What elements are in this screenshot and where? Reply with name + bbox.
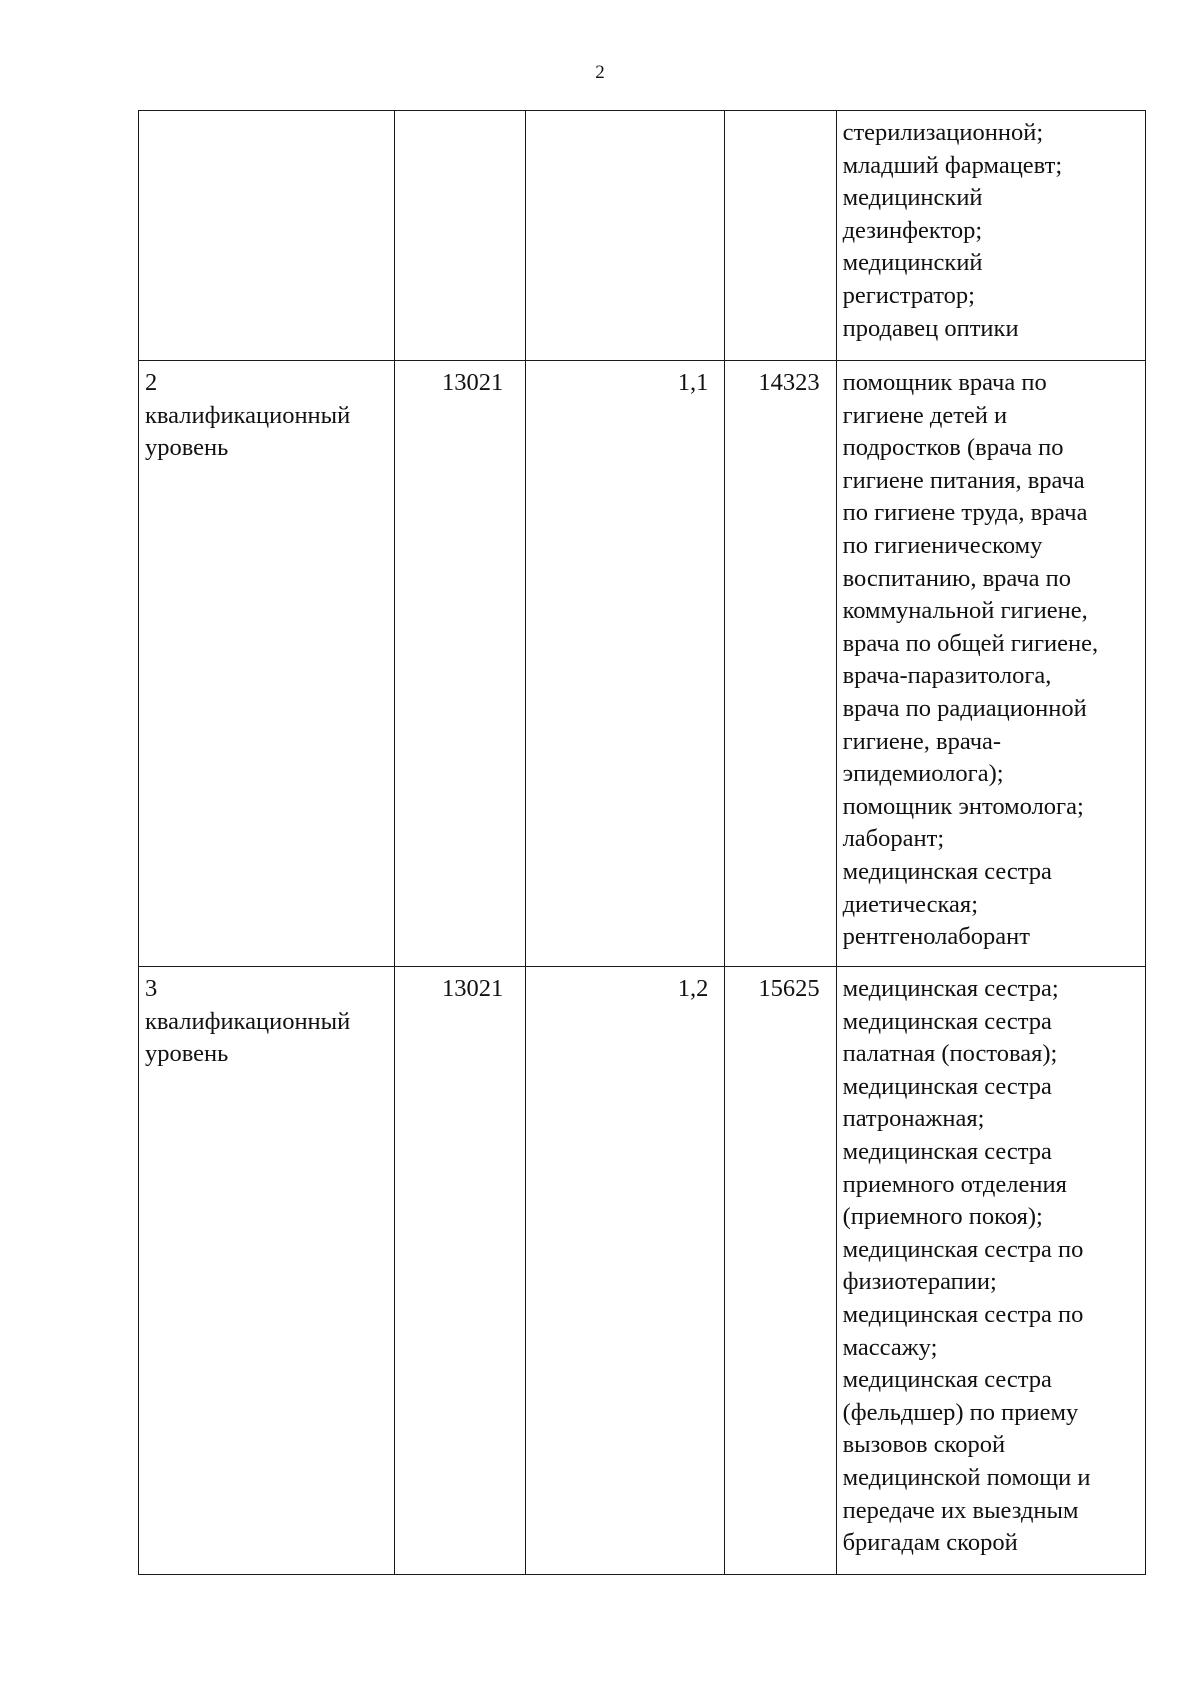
salary-cell: 14323 [725, 361, 836, 967]
position-line: продавец оптики [842, 314, 1019, 342]
position-line: медицинский [842, 184, 983, 212]
coefficient-cell: 1,2 [526, 967, 725, 1575]
base-salary-cell: 13021 [394, 967, 525, 1575]
position-line: медицинская сестра; [842, 975, 1059, 1002]
position-line: передаче их выездным [842, 1496, 1079, 1524]
position-line: физиотерапии; [842, 1268, 997, 1296]
position-line: воспитанию, врача по [842, 564, 1071, 592]
salary-table [138, 110, 1146, 1575]
position-line: дезинфектор; [842, 216, 983, 244]
position-line: врача по радиационной [842, 694, 1087, 722]
salary-cell [725, 111, 836, 361]
level-cell [139, 111, 395, 361]
position-line: (фельдшер) по приему [842, 1398, 1079, 1426]
position-line: лаборант; [842, 825, 945, 853]
position-line: медицинская сестра [842, 1137, 1052, 1165]
position-line: медицинская сестра [842, 1366, 1052, 1394]
salary-cell: 15625 [725, 967, 836, 1575]
position-line: стерилизационной; [842, 119, 1044, 146]
base-salary-cell [394, 111, 525, 361]
position-line: по гигиене труда, врача [842, 499, 1088, 527]
page-number: 2 [595, 62, 605, 83]
position-line: вызовов скорой [842, 1431, 1006, 1459]
position-line: бригадам скорой [842, 1529, 1018, 1557]
level-line: уровень [145, 434, 229, 462]
level-line: 3 [145, 975, 158, 1002]
position-line: (приемного покоя); [842, 1203, 1043, 1231]
position-line: помощник энтомолога; [842, 792, 1084, 820]
level-line: 2 [145, 369, 158, 396]
position-line: рентгенолаборант [842, 923, 1030, 951]
position-line: медицинская сестра [842, 1072, 1052, 1100]
table-row [139, 967, 1146, 1575]
position-line: коммунальной гигиене, [842, 597, 1088, 625]
position-line: патронажная; [842, 1105, 985, 1133]
position-line: гигиене детей и [842, 401, 1008, 429]
position-line: помощник врача по [842, 369, 1047, 396]
position-line: приемного отделения [842, 1170, 1067, 1198]
position-line: эпидемиолога); [842, 760, 1004, 788]
position-line: медицинский [842, 249, 983, 277]
position-line: медицинская сестра [842, 857, 1052, 885]
table-row [139, 361, 1146, 967]
position-line: младший фармацевт; [842, 151, 1063, 179]
level-line: квалификационный [145, 401, 351, 429]
coefficient-cell [526, 111, 725, 361]
level-cell [139, 967, 395, 1575]
position-line: медицинская сестра [842, 1007, 1052, 1035]
position-line: подростков (врача по [842, 434, 1064, 462]
coefficient-cell: 1,1 [526, 361, 725, 967]
position-line: массажу; [842, 1333, 938, 1361]
position-line: гигиене питания, врача [842, 466, 1085, 494]
position-line: медицинская сестра по [842, 1300, 1084, 1328]
position-line: палатная (постовая); [842, 1040, 1058, 1068]
level-line: уровень [145, 1040, 229, 1068]
level-cell [139, 361, 395, 967]
position-line: врача по общей гигиене, [842, 629, 1099, 657]
positions-cell [836, 111, 1145, 361]
position-line: регистратор; [842, 281, 975, 309]
position-line: гигиене, врача- [842, 727, 1002, 755]
positions-cell [836, 967, 1145, 1575]
positions-cell [836, 361, 1145, 967]
position-line: по гигиеническому [842, 531, 1043, 559]
position-line: медицинской помощи и [842, 1463, 1091, 1491]
table-row [139, 111, 1146, 361]
position-line: диетическая; [842, 890, 979, 918]
level-line: квалификационный [145, 1007, 351, 1035]
base-salary-cell: 13021 [394, 361, 525, 967]
position-line: врача-паразитолога, [842, 662, 1052, 690]
position-line: медицинская сестра по [842, 1235, 1084, 1263]
